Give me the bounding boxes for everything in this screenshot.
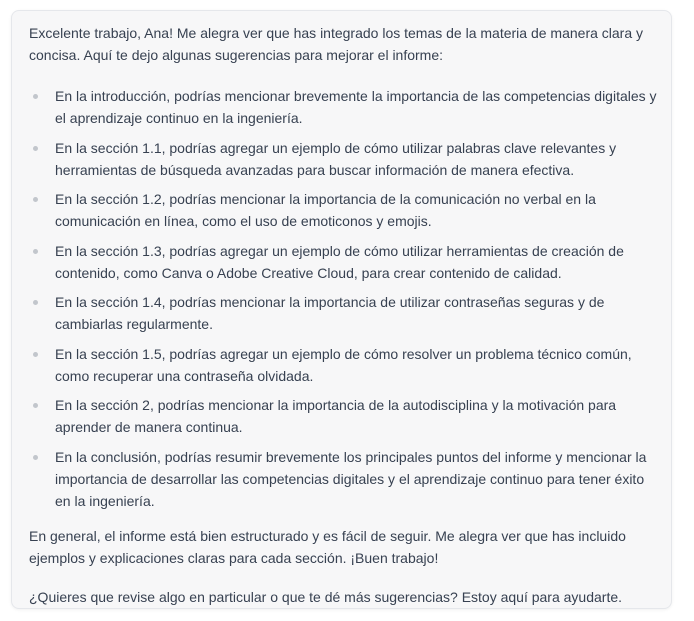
bullet-icon — [33, 94, 38, 99]
message-general: En general, el informe está bien estructurado y es fácil de seguir. Me alegra ver que has incluido ejemplos y explicaciones claras para cada sección. ¡Buen trabajo! — [29, 527, 626, 566]
list-item-text: En la sección 2, podrías mencionar la importancia de la autodisciplina y la motivación para aprender de manera continua. — [55, 397, 617, 435]
list-item-text: En la sección 1.4, podrías mencionar la importancia de utilizar contraseñas seguras y de cambiarlas regularmente. — [55, 294, 605, 332]
list-item-text: En la sección 1.2, podrías mencionar la importancia de la comunicación no verbal en la comunicación en línea, como el uso de emoticonos y emojis. — [55, 191, 596, 229]
bullet-icon — [33, 403, 38, 408]
list-item — [29, 446, 661, 512]
message-closing: ¿Quieres que revise algo en particular o que te dé más sugerencias? Estoy aquí para ayudarte. — [29, 588, 623, 605]
list-item — [29, 291, 661, 335]
bullet-icon — [33, 455, 38, 460]
message-intro: Excelente trabajo, Ana! Me alegra ver que has integrado los temas de la materia de manera clara y concisa. Aquí te dejo algunas sugerencias para mejorar el informe: — [29, 25, 644, 63]
list-item — [29, 188, 661, 232]
list-item — [29, 343, 661, 387]
assistant-message-card — [11, 10, 672, 609]
suggestions-list — [29, 85, 661, 512]
bullet-icon — [33, 146, 38, 151]
list-item-text: En la sección 1.3, podrías agregar un ejemplo de cómo utilizar herramientas de creación de contenido, como Canva o Adobe Creative Cloud, para crear contenido de calidad. — [55, 242, 624, 281]
list-item-text: En la sección 1.1, podrías agregar un ejemplo de cómo utilizar palabras clave relevantes y herramientas de búsqueda avanzadas para buscar información de manera efectiva. — [55, 139, 617, 178]
list-item — [29, 85, 661, 129]
bullet-icon — [33, 249, 38, 254]
list-item-text: En la introducción, podrías mencionar brevemente la importancia de las competencias digitales y el aprendizaje continuo en la ingeniería. — [55, 88, 657, 126]
list-item — [29, 137, 661, 181]
list-item-text: En la sección 1.5, podrías agregar un ejemplo de cómo resolver un problema técnico común, como recuperar una contraseña olvidada. — [55, 345, 632, 384]
bullet-icon — [33, 300, 38, 305]
bullet-icon — [33, 352, 38, 357]
list-item-text: En la conclusión, podrías resumir brevemente los principales puntos del informe y mencionar la importancia de desarrollar las competencias digitales y el aprendizaje continuo para tener éxito en la ingeniería. — [55, 448, 647, 509]
bullet-icon — [33, 197, 38, 202]
message-content — [29, 22, 661, 608]
list-item — [29, 240, 661, 284]
list-item — [29, 394, 661, 438]
